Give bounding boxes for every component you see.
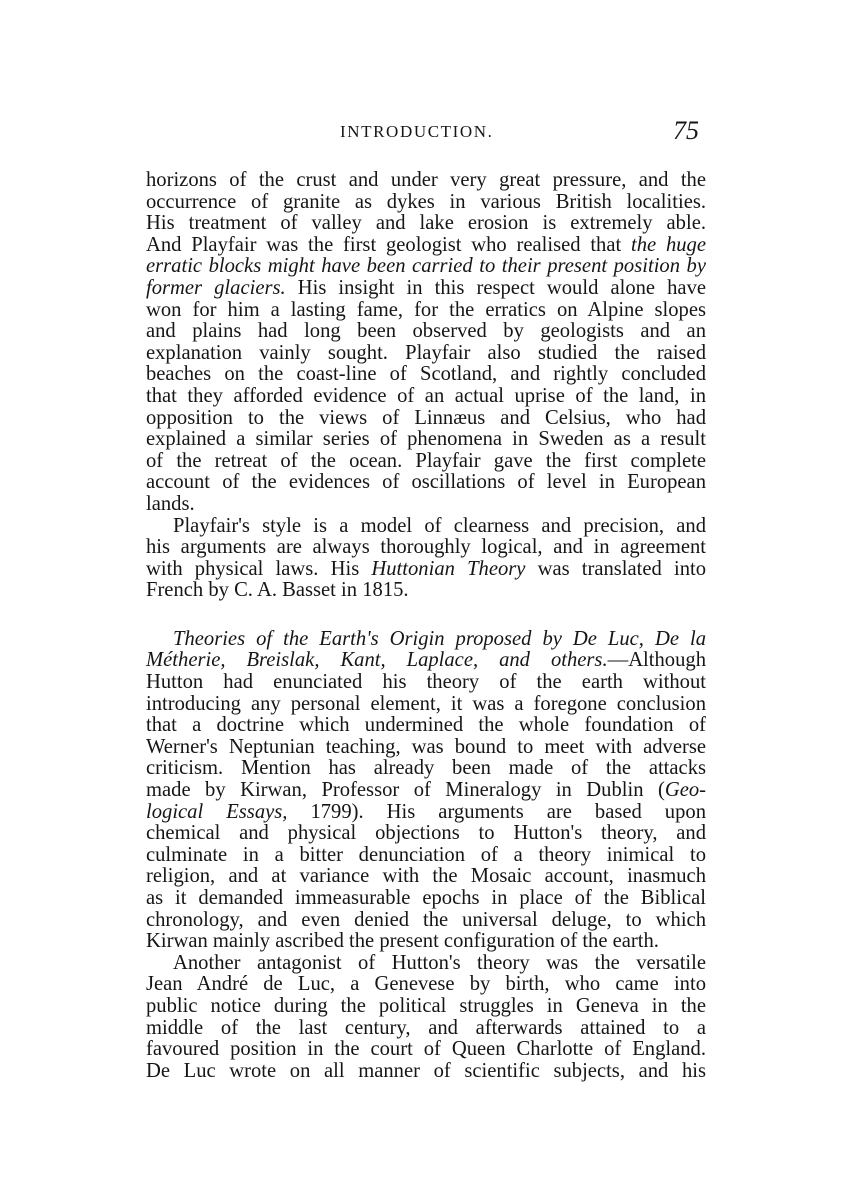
text-line: [146, 1061, 706, 1083]
text-run: his arguments are always thoroughly logical, and in agreement: [146, 536, 706, 559]
paragraph-de-luc: [146, 953, 706, 1083]
text-line: [146, 494, 706, 516]
text-line: [146, 472, 706, 494]
italic-text: Geo-: [664, 779, 706, 802]
text-line: [146, 408, 706, 430]
text-run: chronology, and even denied the universal deluge, to which: [146, 908, 706, 931]
text-run: French by C. A. Basset in 1815.: [146, 579, 409, 602]
text-run: Another antagonist of Hutton's theory was the versatile: [173, 951, 706, 974]
text-line: [146, 235, 706, 257]
text-run: was translated into: [525, 557, 707, 580]
text-run: Jean André de Luc, a Genevese by birth, who came into: [146, 973, 706, 996]
text-line: [146, 629, 706, 651]
text-run: that they afforded evidence of an actual uprise of the land, in: [146, 384, 706, 407]
italic-text: Métherie, Breislak, Kant, Laplace, and others.: [146, 649, 608, 672]
text-line: [146, 343, 706, 365]
text-run: won for him a lasting fame, for the erratics on Alpine slopes: [146, 298, 706, 321]
text-run: of the retreat of the ocean. Playfair gave the first complete: [146, 449, 706, 472]
text-run: favoured position in the court of Queen Charlotte of England.: [146, 1038, 706, 1061]
text-run: chemical and physical objections to Hutton's theory, and: [146, 822, 706, 845]
text-line: [146, 845, 706, 867]
italic-text: the huge: [631, 233, 706, 256]
text-line: [146, 300, 706, 322]
italic-text: erratic blocks might have been carried to their present position by: [146, 255, 706, 278]
paragraph-theories-heading: [146, 629, 706, 953]
text-line: [146, 278, 706, 300]
text-line: [146, 780, 706, 802]
text-line: [146, 758, 706, 780]
paragraph-playfair-style: [146, 516, 706, 602]
text-line: [146, 823, 706, 845]
text-run: that a doctrine which undermined the whole foundation of: [146, 714, 706, 737]
text-line: [146, 996, 706, 1018]
text-line: [146, 866, 706, 888]
text-line: [146, 580, 706, 602]
text-run: explained a similar series of phenomena in Sweden as a result: [146, 428, 706, 451]
text-run: account of the evidences of oscillations of level in European: [146, 471, 706, 494]
text-line: [146, 559, 706, 581]
text-line: [146, 213, 706, 235]
text-line: [146, 802, 706, 824]
text-line: [146, 931, 706, 953]
paragraph-playfair-erratics: [146, 170, 706, 516]
text-line: [146, 451, 706, 473]
text-line: [146, 953, 706, 975]
body-text: [146, 170, 706, 1082]
text-line: [146, 537, 706, 559]
text-run: introducing any personal element, it was a foregone conclusion: [146, 692, 706, 715]
text-line: [146, 974, 706, 996]
italic-text: Huttonian Theory: [371, 557, 526, 580]
text-run: And Playfair was the first geologist who realised that: [146, 233, 632, 256]
text-run: explanation vainly sought. Playfair also studied the raised: [146, 341, 706, 364]
text-line: [146, 1018, 706, 1040]
text-line: [146, 694, 706, 716]
text-line: [146, 170, 706, 192]
text-run: as it demanded immeasurable epochs in place of the Biblical: [146, 887, 706, 909]
text-run: religion, and at variance with the Mosaic account, inasmuch: [146, 865, 706, 888]
text-line: [146, 737, 706, 759]
text-line: [146, 386, 706, 408]
italic-text: former glaciers.: [146, 276, 286, 299]
text-run: His treatment of valley and lake erosion is extremely able.: [146, 212, 706, 235]
text-run: His insight in this respect would alone have: [285, 276, 707, 299]
text-run: lands.: [146, 492, 195, 515]
text-run: with physical laws. His: [146, 557, 372, 580]
text-line: [146, 650, 706, 672]
text-line: [146, 321, 706, 343]
text-run: horizons of the crust and under very great pressure, and the: [146, 169, 706, 191]
text-run: criticism. Mention has already been made of the attacks: [146, 757, 706, 780]
text-run: made by Kirwan, Professor of Mineralogy in Dublin (: [146, 779, 665, 802]
text-run: beaches on the coast-line of Scotland, and rightly concluded: [146, 363, 706, 386]
text-line: [146, 256, 706, 278]
text-line: [146, 192, 706, 214]
text-run: De Luc wrote on all manner of scientific subjects, and his: [146, 1059, 706, 1082]
text-run: Hutton had enunciated his theory of the earth without: [146, 671, 706, 694]
text-run: Werner's Neptunian teaching, was bound to meet with adverse: [146, 735, 706, 758]
text-run: Kirwan mainly ascribed the present configuration of the earth.: [146, 930, 659, 953]
italic-text: Theories of the Earth's Origin proposed by De Luc, De la: [173, 627, 706, 650]
text-line: [146, 364, 706, 386]
text-line: [146, 910, 706, 932]
text-run: culminate in a bitter denunciation of a theory inimical to: [146, 843, 706, 866]
text-run: opposition to the views of Linnæus and Celsius, who had: [146, 406, 706, 429]
text-line: [146, 888, 706, 910]
text-run: middle of the last century, and afterwards attained to a: [146, 1016, 706, 1039]
text-line: [146, 1039, 706, 1061]
text-line: [146, 429, 706, 451]
italic-text: logical Essays,: [146, 800, 288, 823]
text-run: and plains had long been observed by geologists and an: [146, 320, 706, 343]
text-line: [146, 715, 706, 737]
text-line: [146, 672, 706, 694]
section-gap: [146, 602, 706, 629]
text-line: [146, 516, 706, 538]
page-number: 75: [673, 116, 699, 145]
text-run: occurrence of granite as dykes in various British localities.: [146, 190, 706, 213]
text-run: Playfair's style is a model of clearness and precision, and: [173, 514, 706, 537]
text-run: 1799). His arguments are based upon: [287, 800, 706, 823]
running-head: INTRODUCTION.: [340, 122, 494, 141]
text-run: —Although: [607, 649, 706, 672]
text-run: public notice during the political struggles in Geneva in the: [146, 994, 706, 1017]
